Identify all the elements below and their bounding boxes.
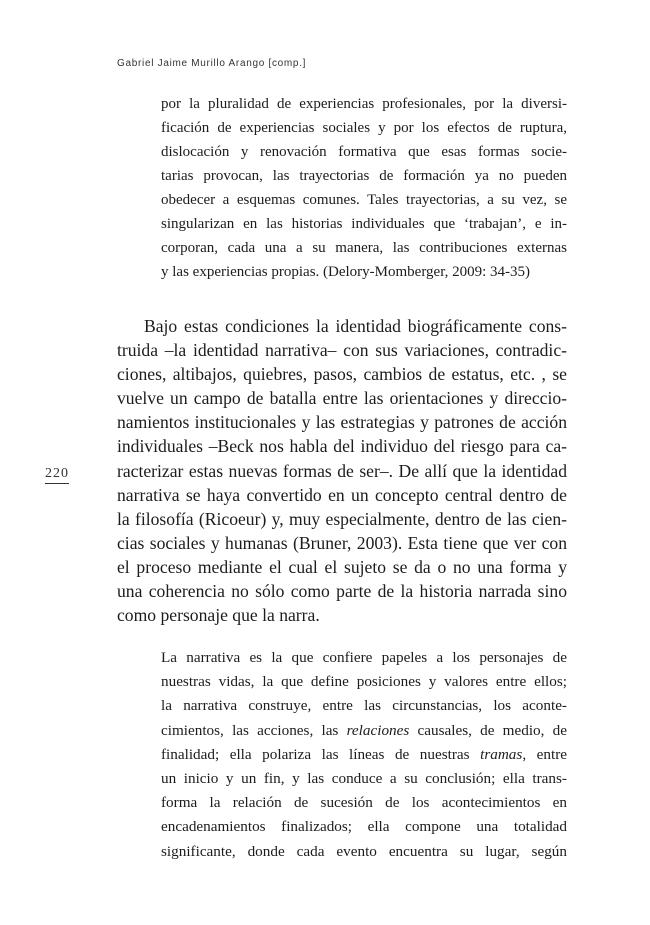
text-line: tarias provocan, las trayectorias de formación ya no pueden	[161, 168, 567, 184]
text-run: cimientos, las acciones, las	[161, 721, 347, 739]
text-line: una coherencia no sólo como parte de la historia narrada sino	[117, 581, 567, 602]
text-line: Bajo estas condiciones la identidad biográficamente cons-	[144, 316, 567, 336]
page-number: 220	[45, 466, 69, 484]
text-run: , entre	[522, 745, 567, 763]
text-line: la filosofía (Ricoeur) y, muy especialmente, dentro de las cien-	[117, 508, 567, 529]
text-line: un inicio y un fin, y las conduce a su conclusión; ella trans-	[161, 769, 567, 787]
text-line: corporan, cada una a su manera, las contribuciones externas	[161, 240, 567, 256]
text-line: truida –la identidad narrativa– con sus variaciones, contradic-	[117, 340, 567, 361]
text-line: ficación de experiencias sociales y por los efectos de ruptura,	[161, 120, 567, 136]
text-line: el proceso mediante el cual el sujeto se da o no una forma y	[117, 556, 567, 577]
text-run: finalidad; ella polariza las líneas de nuestras	[161, 745, 481, 763]
text-line	[161, 719, 567, 743]
text-line: singularizan en las historias individuales que ‘trabajan’, e in-	[161, 216, 567, 232]
text-line	[161, 743, 567, 767]
text-line: la narrativa construye, entre las circunstancias, los aconte-	[161, 697, 567, 715]
text-line: significante, donde cada evento encuentra su lugar, según	[161, 842, 567, 860]
text-line: y las experiencias propias. (Delory-Momberger, 2009: 34-35)	[161, 264, 531, 280]
text-line: racterizar estas nuevas formas de ser–. De allí que la identidad	[117, 460, 567, 481]
text-line: nuestras vidas, la que define posiciones y valores entre ellos;	[161, 673, 567, 691]
italic-term: tramas	[480, 745, 523, 763]
text-run: causales, de medio, de	[409, 721, 568, 739]
text-line: namientos institucionales y las estrategias y patrones de acción	[117, 412, 567, 433]
body-paragraph	[117, 314, 567, 627]
running-head: Gabriel Jaime Murillo Arango [comp.]	[117, 58, 307, 69]
text-line: como personaje que la narra.	[117, 605, 320, 626]
text-line: narrativa se haya convertido en un concepto central dentro de	[117, 484, 567, 505]
text-line: por la pluralidad de experiencias profesionales, por la diversi-	[161, 96, 567, 112]
text-line: vuelve un campo de batalla entre las orientaciones y direccio-	[117, 388, 567, 409]
text-line: forma la relación de sucesión de los acontecimientos en	[161, 794, 567, 812]
text-line: cias sociales y humanas (Bruner, 2003). Esta tiene que ver con	[117, 532, 567, 553]
text-line: encadenamientos finalizados; ella compone una totalidad	[161, 818, 567, 836]
text-line: ciones, altibajos, quiebres, pasos, cambios de estatus, etc. , se	[117, 364, 567, 385]
text-line: obedecer a esquemas comunes. Tales trayectorias, a su vez, se	[161, 192, 567, 208]
text-line: individuales –Beck nos habla del individuo del riesgo para ca-	[117, 436, 567, 457]
block-quote-2	[161, 646, 567, 864]
block-quote-1	[161, 92, 567, 284]
text-line: La narrativa es la que confiere papeles a los personajes de	[161, 649, 567, 666]
text-line: dislocación y renovación formativa que esas formas socie-	[161, 144, 567, 160]
italic-term: relaciones	[346, 721, 410, 739]
